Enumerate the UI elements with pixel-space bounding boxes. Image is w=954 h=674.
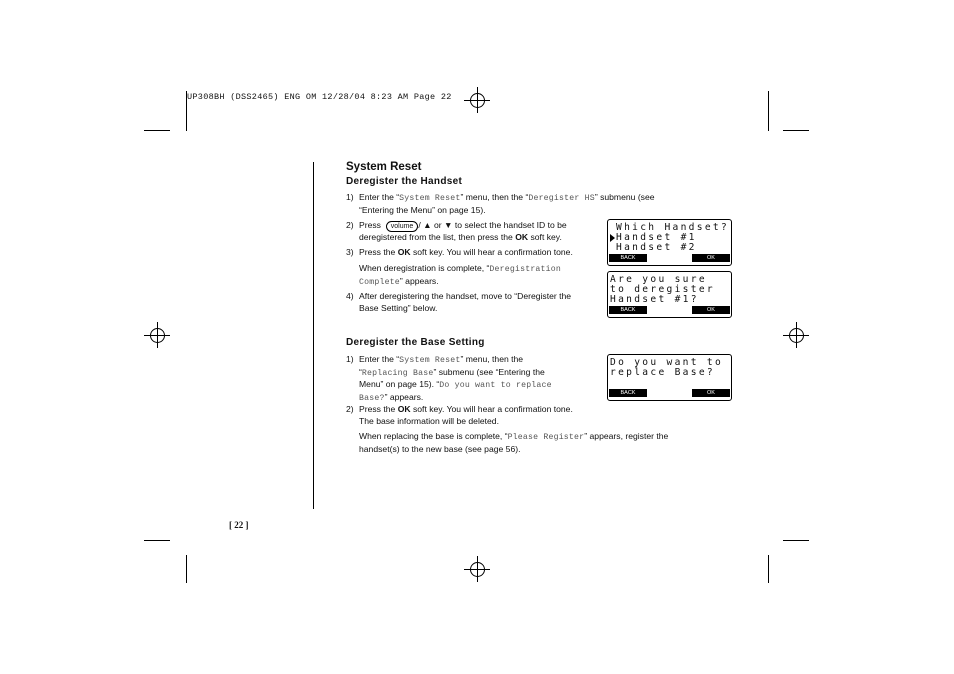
registration-mark bbox=[144, 322, 170, 348]
lcd-screen-confirm-deregister bbox=[607, 271, 732, 318]
print-header: UP308BH (DSS2465) ENG OM 12/28/04 8:23 AM Page 22 bbox=[187, 92, 452, 102]
page-number: [ 22 ] bbox=[229, 520, 249, 530]
lcd-line: replace Base? bbox=[610, 367, 715, 378]
lcd-screen-which-handset bbox=[607, 219, 732, 266]
ok-softkey: OK bbox=[692, 306, 730, 314]
lcd-line: Handset #1 bbox=[616, 232, 697, 243]
crop-mark bbox=[144, 540, 170, 541]
lcd-screen-replace-base bbox=[607, 354, 732, 401]
lcd-line: to deregister bbox=[610, 284, 715, 295]
subsection-title: Deregister the Handset bbox=[346, 176, 463, 187]
crop-mark bbox=[783, 540, 809, 541]
crop-mark bbox=[783, 130, 809, 131]
registration-mark bbox=[464, 87, 490, 113]
back-softkey: BACK bbox=[609, 389, 647, 397]
ok-softkey: OK bbox=[692, 254, 730, 262]
crop-mark bbox=[768, 555, 769, 583]
back-softkey: BACK bbox=[609, 306, 647, 314]
lcd-line: Handset #1? bbox=[610, 294, 699, 305]
crop-mark bbox=[144, 130, 170, 131]
lcd-line: Which Handset? bbox=[616, 222, 730, 233]
lcd-line: Do you want to bbox=[610, 357, 724, 368]
registration-mark bbox=[464, 556, 490, 582]
lcd-line: Handset #2 bbox=[616, 242, 697, 253]
note-replacing-base: When replacing the base is complete, “Please Register” appears, register the handset(s) to the new base (see page 56). bbox=[359, 431, 669, 454]
volume-key-icon: volume bbox=[386, 221, 419, 232]
registration-mark bbox=[783, 322, 809, 348]
crop-mark bbox=[186, 91, 187, 131]
note-deregistration: When deregistration is complete, “Deregistration Complete” appears. bbox=[359, 263, 561, 287]
subsection-title: Deregister the Base Setting bbox=[346, 337, 485, 348]
column-rule bbox=[313, 162, 314, 509]
crop-mark bbox=[186, 555, 187, 583]
lcd-line: Are you sure bbox=[610, 274, 707, 285]
crop-mark bbox=[768, 91, 769, 131]
ok-softkey: OK bbox=[692, 389, 730, 397]
back-softkey: BACK bbox=[609, 254, 647, 262]
section-title: System Reset bbox=[346, 161, 422, 173]
cursor-arrow-icon bbox=[610, 234, 615, 242]
